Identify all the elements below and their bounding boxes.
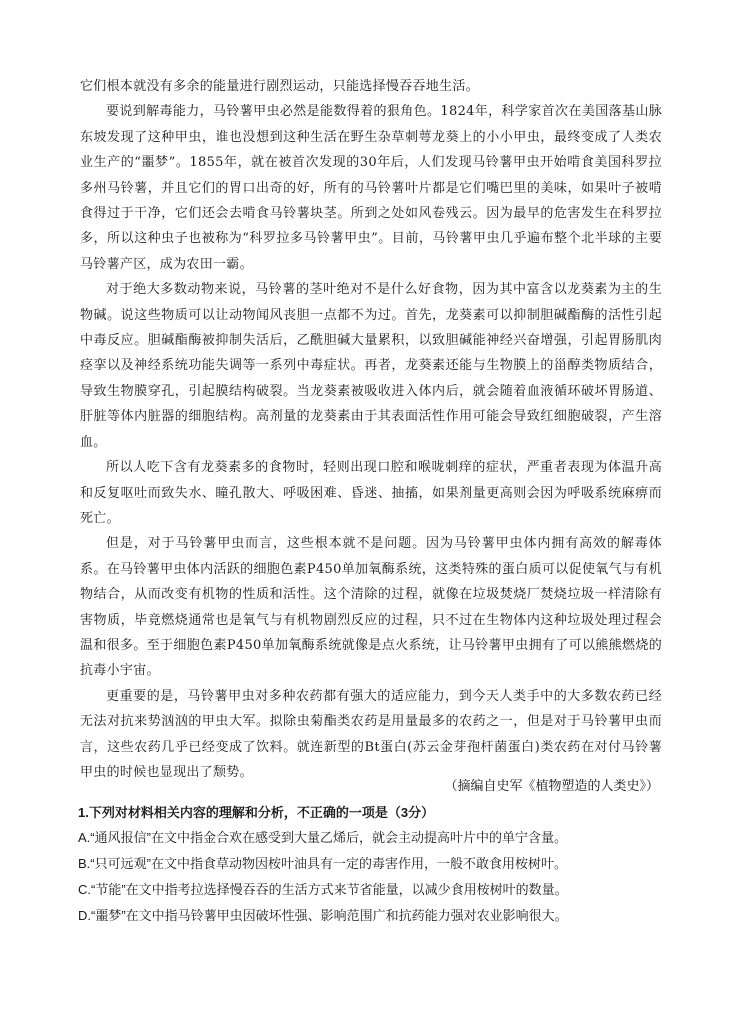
option-a: A.“通风报信”在文中指金合欢在感受到大量乙烯后，就会主动提高叶片中的单宁含量。 xyxy=(78,830,567,845)
question-title: 1.下列对材料相关内容的理解和分析，不正确的一项是（3分） xyxy=(78,805,435,820)
paragraph: 所以人吃下含有龙葵素多的食物时，轻则出现口腔和喉咙刺痒的症状，严重者表现为体温升高和反复呕吐而致失水、瞳孔散大、呼吸困难、昏迷、抽搐，如果剂量更高则会因为呼吸系统麻痹而死亡。 xyxy=(80,460,662,526)
option-b: B.“只可远观”在文中指食草动物因桉叶油具有一定的毒害作用，一般不敢食用桉树叶。 xyxy=(78,856,567,871)
option-d: D.“噩梦”在文中指马铃薯甲虫因破坏性强、影响范围广和抗药能力强对农业影响很大。 xyxy=(78,908,568,923)
paragraph: 更重要的是，马铃薯甲虫对多种农药都有强大的适应能力，到今天人类手中的大多数农药已经无法对抗来势汹汹的甲虫大军。拟除虫菊酯类农药是用量最多的农药之一，但是对于马铃薯甲虫而言，这些农药几乎已经变成了饮料。就连新型的Bt蛋白(苏云金芽孢杆菌蛋白)类农药在对付马铃薯甲虫的时候也显现出了颓势。 xyxy=(80,688,662,780)
paragraph: 但是，对于马铃薯甲虫而言，这些根本就不是问题。因为马铃薯甲虫体内拥有高效的解毒体系。在马铃薯甲虫体内活跃的细胞色素P450单加氧酶系统，这类特殊的蛋白质可以促使氧气与有机物结合，从而改变有机物的性质和活性。这个清除的过程，就像在垃圾焚烧厂焚烧垃圾一样清除有害物质，毕竟燃烧通常也是氧气与有机物剧烈反应的过程，只不过在生物体内这种垃圾处理过程会温和很多。至于细胞色素P450单加氧酶系统就像是点火系统，让马铃薯甲虫拥有了可以熊熊燃烧的抗毒小宇宙。 xyxy=(80,536,662,679)
article-source: （摘编自史军《植物塑造的人类史》） xyxy=(444,778,659,793)
question-block xyxy=(78,800,668,929)
article-body xyxy=(80,74,662,785)
paragraph: 对于绝大多数动物来说，马铃薯的茎叶绝对不是什么好食物，因为其中富含以龙葵素为主的生物碱。说这些物质可以让动物闻风丧胆一点都不为过。首先，龙葵素可以抑制胆碱酯酶的活性引起中毒反应。胆碱酯酶被抑制失活后，乙酰胆碱大量累积，以致胆碱能神经兴奋增强，引起胃肠肌肉痉挛以及神经系统功能失调等一系列中毒症状。再者，龙葵素还能与生物膜上的甾醇类物质结合，导致生物膜穿孔，引起膜结构破裂。当龙葵素被吸收进入体内后，就会随着血液循环破坏胃肠道、肝脏等体内脏器的细胞结构。高剂量的龙葵素由于其表面活性作用可能会导致红细胞破裂，产生溶血。 xyxy=(80,282,662,450)
paragraph: 要说到解毒能力，马铃薯甲虫必然是能数得着的狠角色。1824年，科学家首次在美国落基山脉东坡发现了这种甲虫，谁也没想到这种生活在野生杂草刺萼龙葵上的小小甲虫，最终变成了人类农业生产的“噩梦”。1855年，就在被首次发现的30年后，人们发现马铃薯甲虫开始啃食美国科罗拉多州马铃薯，并且它们的胃口出奇的好，所有的马铃薯叶片都是它们嘴巴里的美味，如果叶子被啃食得过于干净，它们还会去啃食马铃薯块茎。所到之处如风卷残云。因为最早的危害发生在科罗拉多，所以这种虫子也被称为“科罗拉多马铃薯甲虫”。目前，马铃薯甲虫几乎遍布整个北半球的主要马铃薯产区，成为农田一霸。 xyxy=(80,104,662,272)
paragraph: 它们根本就没有多余的能量进行剧烈运动，只能选择慢吞吞地生活。 xyxy=(80,79,480,94)
option-c: C.“节能”在文中指考拉选择慢吞吞的生活方式来节省能量，以减少食用桉树叶的数量。 xyxy=(78,882,568,897)
